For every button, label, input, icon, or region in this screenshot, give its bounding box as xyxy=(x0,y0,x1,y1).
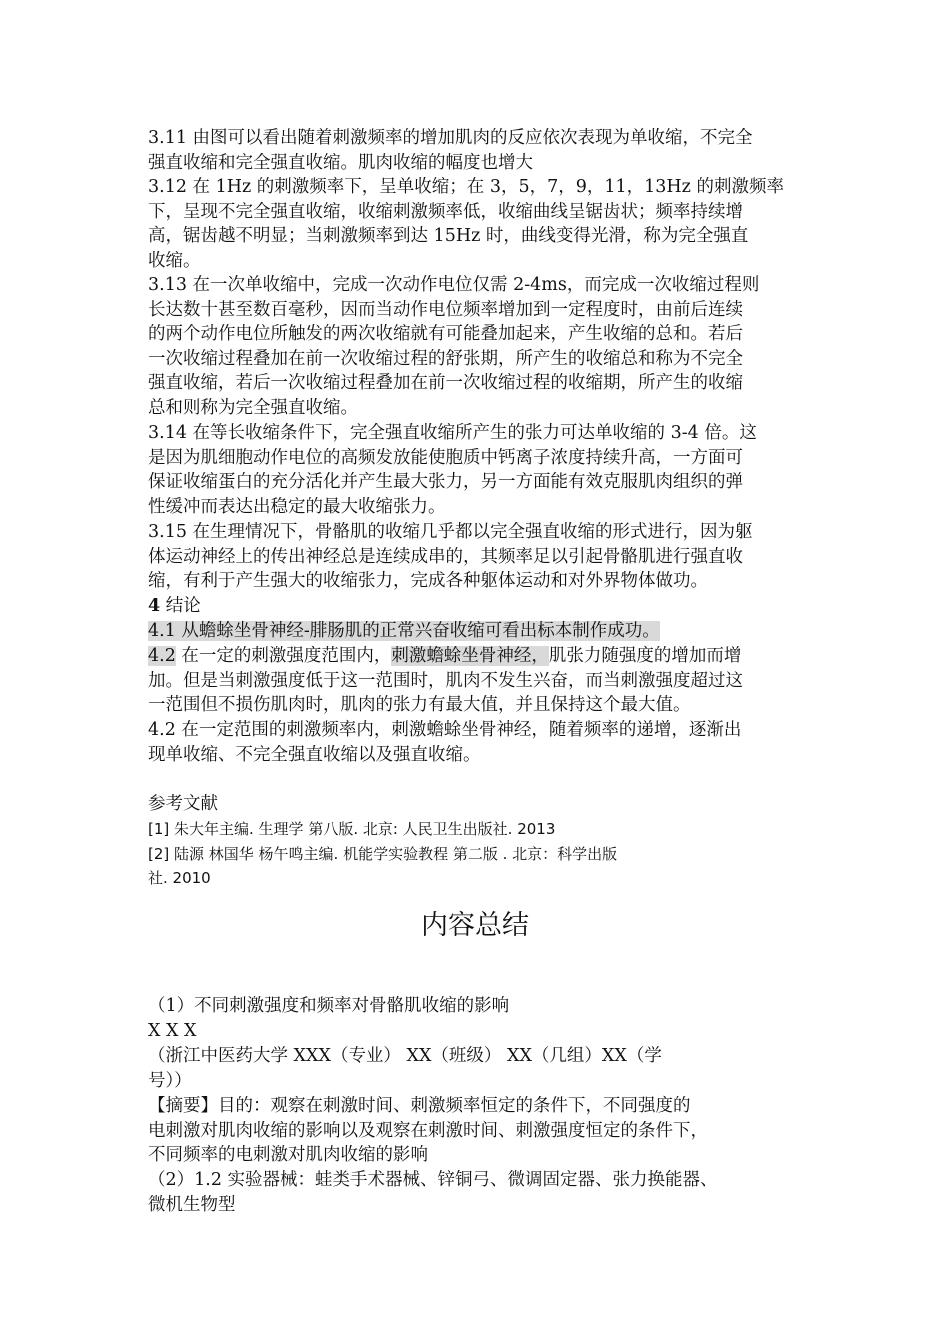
text-line: 体运动神经上的传出神经总是连续成串的，其频率足以引起骨骼肌进行强直收 xyxy=(148,546,743,567)
heading-text: 结论 xyxy=(160,596,201,616)
text-line: （1）不同刺激强度和频率对骨骼肌收缩的影响 xyxy=(148,996,510,1016)
text-span: 肌张力随强度的增加而增 xyxy=(548,646,742,666)
summary-title: 内容总结 xyxy=(421,910,529,941)
text-line: 现单收缩、不完全强直收缩以及强直收缩。 xyxy=(148,744,481,765)
references-heading xyxy=(148,792,808,817)
text-line: 总和则称为完全强直收缩。 xyxy=(148,397,358,418)
text-line: 3.11 由图可以看出随着刺激频率的增加肌肉的反应依次表现为单收缩，不完全 xyxy=(148,128,753,148)
text-line: 保证收缩蛋白的充分活化并产生最大张力，另一方面能有效克服肌肉组织的弹 xyxy=(148,472,743,493)
paragraph-3-12 xyxy=(148,175,808,273)
text-line: 缩，有利于产生强大的收缩张力，完成各种躯体运动和对外界物体做功。 xyxy=(148,571,708,592)
paragraph-4-2-frequency xyxy=(148,718,808,767)
reference-item: [2] 陆源 林国华 杨午鸣主编. 机能学实验教程 第二版 . 北京：科学出版 xyxy=(148,844,618,863)
text-line: 强直收缩和完全强直收缩。肌肉收缩的幅度也增大 xyxy=(148,152,533,173)
text-line: 强直收缩，若后一次收缩过程叠加在前一次收缩过程的收缩期，所产生的收缩 xyxy=(148,373,743,394)
text-line: 号）） xyxy=(148,1070,192,1091)
paragraph-4-2 xyxy=(148,644,808,718)
reference-item: [1] 朱大年主编. 生理学 第八版. 北京: 人民卫生出版社. 2013 xyxy=(148,820,556,838)
text-line: 微机生物型 xyxy=(148,1194,236,1215)
reference-item: 社. 2010 xyxy=(148,869,211,888)
summary-item-1 xyxy=(148,994,808,1019)
text-line: 3.15 在生理情况下，骨骼肌的收缩几乎都以完全强直收缩的形式进行，因为躯 xyxy=(148,522,753,542)
text-line: 4.2 在一定范围的刺激频率内，刺激蟾蜍坐骨神经，随着频率的递增，逐渐出 xyxy=(148,720,742,740)
text-line: 收缩。 xyxy=(148,250,201,271)
text-span: 在一定的刺激强度范围内， xyxy=(175,646,392,666)
text-line: （浙江中医药大学 XXX（专业） XX（班级） XX（几组）XX（学 xyxy=(148,1046,662,1066)
text-line: 一范围但不损伤肌肉时，肌肉的张力有最大值，并且保持这个最大值。 xyxy=(148,695,691,716)
text-line: 3.13 在一次单收缩中，完成一次动作电位仅需 2-4ms，而完成一次收缩过程则 xyxy=(148,275,760,295)
text-line: 是因为肌细胞动作电位的高频发放能使胞质中钙离子浓度持续升高，一方面可 xyxy=(148,447,743,468)
references-list xyxy=(148,817,808,891)
text-line: 3.14 在等长收缩条件下，完全强直收缩所产生的张力可达单收缩的 3-4 倍。这 xyxy=(148,423,757,443)
text-line: 3.12 在 1Hz 的刺激频率下，呈单收缩；在 3，5，7，9，11，13Hz 的刺激频率 xyxy=(148,177,784,197)
highlighted-text: 4.1 从蟾蜍坐骨神经-腓肠肌的正常兴奋收缩可看出标本制作成功。 xyxy=(148,621,660,641)
text-line: 电刺激对肌肉收缩的影响以及观察在刺激时间、刺激强度恒定的条件下， xyxy=(148,1120,708,1141)
text-line: 加。但是当刺激强度低于这一范围时，肌肉不发生兴奋，而当刺激强度超过这 xyxy=(148,670,743,691)
paragraph-3-11 xyxy=(148,126,808,175)
paragraph-3-13 xyxy=(148,273,808,421)
paragraph-4-1 xyxy=(148,619,808,644)
highlighted-number: 4.2 xyxy=(148,646,176,666)
paragraph-3-15 xyxy=(148,520,808,594)
text-line: 高，锯齿越不明显；当刺激频率到达 15Hz 时，曲线变得光滑，称为完全强直 xyxy=(148,226,749,247)
summary-author xyxy=(148,1019,808,1044)
text-line: （2）1.2 实验器械：蛙类手术器械、锌铜弓、微调固定器、张力换能器、 xyxy=(148,1170,718,1190)
author-name: X X X xyxy=(148,1021,197,1041)
references-title: 参考文献 xyxy=(148,794,218,814)
summary-item-2 xyxy=(148,1168,808,1217)
text-line: 【摘要】目的：观察在刺激时间、刺激频率恒定的条件下，不同强度的 xyxy=(148,1096,691,1116)
text-line: 长达数十甚至数百毫秒，因而当动作电位频率增加到一定程度时，由前后连续 xyxy=(148,299,743,320)
text-line: 的两个动作电位所触发的两次收缩就有可能叠加起来，产生收缩的总和。若后 xyxy=(148,324,743,345)
summary-abstract xyxy=(148,1094,808,1168)
text-line: 不同频率的电刺激对肌肉收缩的影响 xyxy=(148,1145,428,1166)
text-line: 下，呈现不完全强直收缩，收缩刺激频率低，收缩曲线呈锯齿状；频率持续增 xyxy=(148,201,743,222)
heading-number: 4 xyxy=(148,596,161,616)
highlighted-text: 刺激蟾蜍坐骨神经， xyxy=(391,646,549,666)
text-line: 性缓冲而表达出稳定的最大收缩张力。 xyxy=(148,496,446,517)
paragraph-3-14 xyxy=(148,421,808,519)
summary-affiliation xyxy=(148,1044,808,1093)
text-line: 一次收缩过程叠加在前一次收缩过程的舒张期，所产生的收缩总和称为不完全 xyxy=(148,348,743,369)
section-heading-conclusion xyxy=(148,594,808,619)
